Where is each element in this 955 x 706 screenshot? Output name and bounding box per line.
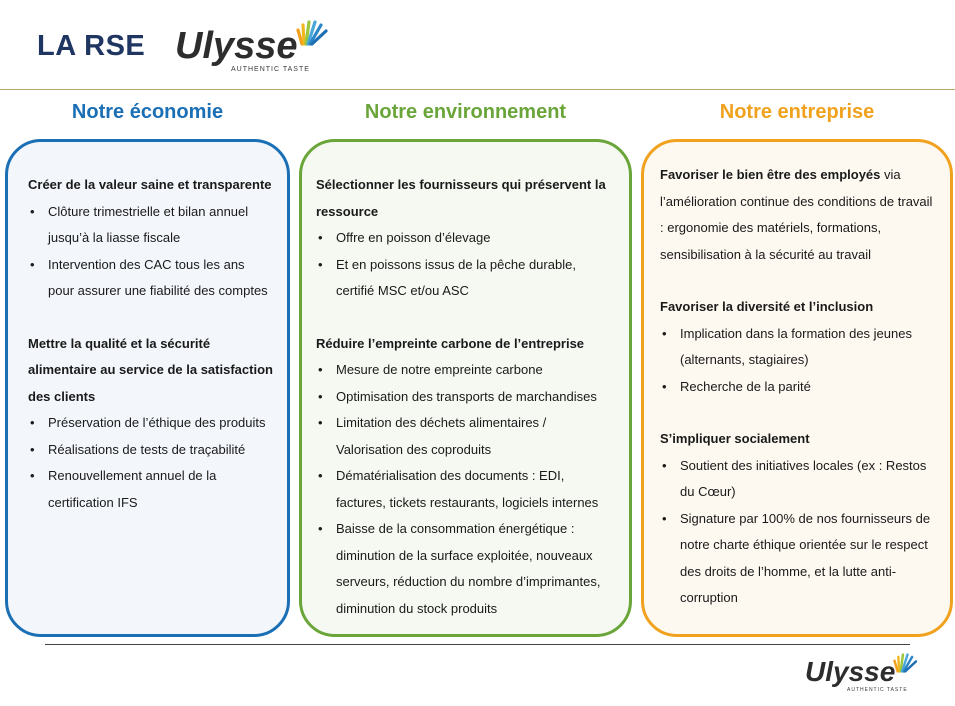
logo-word: Ulysse [175, 25, 298, 67]
column-title-environnement: Notre environnement [364, 101, 567, 123]
section-gap [316, 305, 615, 331]
list-item: • Intervention des CAC tous les ans pour assurer une fiabilité des comptes [28, 252, 273, 305]
list-item: • Recherche de la parité [660, 374, 936, 401]
footer-divider [45, 644, 910, 645]
section-gap [28, 305, 273, 331]
list-item: • Baisse de la consommation énergétique : diminution de la surface exploitée, nouveaux serveurs, réduction du nombre d’imprimantes, diminution du stock produits [316, 516, 615, 622]
bullet-list [316, 357, 615, 622]
section-heading [660, 426, 936, 453]
section-heading [28, 172, 273, 199]
section-heading [28, 331, 273, 411]
list-item: • Renouvellement annuel de la certification IFS [28, 463, 273, 516]
bullet-list [660, 321, 936, 401]
section-gap [660, 268, 936, 294]
section-heading-rest: via l’amélioration continue des conditions de travail : ergonomie des matériels, formations, sensibilisation à la sécurité au travail [660, 167, 933, 262]
section-heading-bold: Favoriser la diversité et l’inclusion [660, 299, 874, 314]
bullet-list [660, 453, 936, 612]
ulysse-logo [175, 25, 330, 73]
section-heading-bold: Réduire l’empreinte carbone de l’entreprise [316, 335, 585, 351]
card-economie [5, 139, 290, 637]
bullet-list [28, 410, 273, 516]
section-heading-bold: Créer de la valeur saine et transparente [28, 177, 272, 192]
section-heading [660, 294, 936, 321]
section-heading [660, 162, 936, 268]
list-item: • Signature par 100% de nos fournisseurs de notre charte éthique orientée sur le respect des droits de l’homme, et la lutte anti-corruption [660, 506, 936, 612]
list-item: • Préservation de l’éthique des produits [28, 410, 273, 437]
list-item: • Limitation des déchets alimentaires / Valorisation des coproduits [316, 410, 615, 463]
list-item: • Clôture trimestrielle et bilan annuel jusqu’à la liasse fiscale [28, 199, 273, 252]
section-heading-bold: Mettre la qualité et la sécurité alimentaire au service de la satisfaction des clients [28, 335, 273, 404]
card-environnement [299, 139, 632, 637]
section-heading [316, 331, 615, 358]
section-gap [660, 400, 936, 426]
list-item: • Mesure de notre empreinte carbone [316, 357, 615, 384]
list-item: • Réalisations de tests de traçabilité [28, 437, 273, 464]
bullet-list [28, 199, 273, 305]
section-heading-bold: Favoriser le bien être des employés [660, 167, 881, 182]
header-divider [0, 89, 955, 90]
ulysse-logo-footer [805, 656, 919, 693]
list-item: • Soutient des initiatives locales (ex : Restos du Cœur) [660, 453, 936, 506]
shell-icon [296, 18, 330, 48]
section-heading-bold: Sélectionner les fournisseurs qui préservent la ressource [316, 177, 606, 219]
section-heading [316, 172, 615, 225]
list-item: • Et en poissons issus de la pêche durable, certifié MSC et/ou ASC [316, 252, 615, 305]
list-item: • Dématérialisation des documents : EDI, factures, tickets restaurants, logiciels internes [316, 463, 615, 516]
column-title-economie: Notre économie [71, 101, 224, 123]
logo-tagline: AUTHENTIC TASTE [847, 687, 908, 693]
page-title: LA RSE [37, 30, 146, 62]
bullet-list [316, 225, 615, 305]
shell-icon [893, 651, 919, 675]
list-item: • Implication dans la formation des jeunes (alternants, stagiaires) [660, 321, 936, 374]
column-title-entreprise: Notre entreprise [719, 101, 875, 123]
list-item: • Offre en poisson d’élevage [316, 225, 615, 252]
section-heading-bold: S’impliquer socialement [660, 431, 810, 446]
list-item: • Optimisation des transports de marchandises [316, 384, 615, 411]
logo-tagline: AUTHENTIC TASTE [231, 66, 310, 73]
logo-word: Ulysse [805, 656, 896, 687]
card-entreprise [641, 139, 953, 637]
